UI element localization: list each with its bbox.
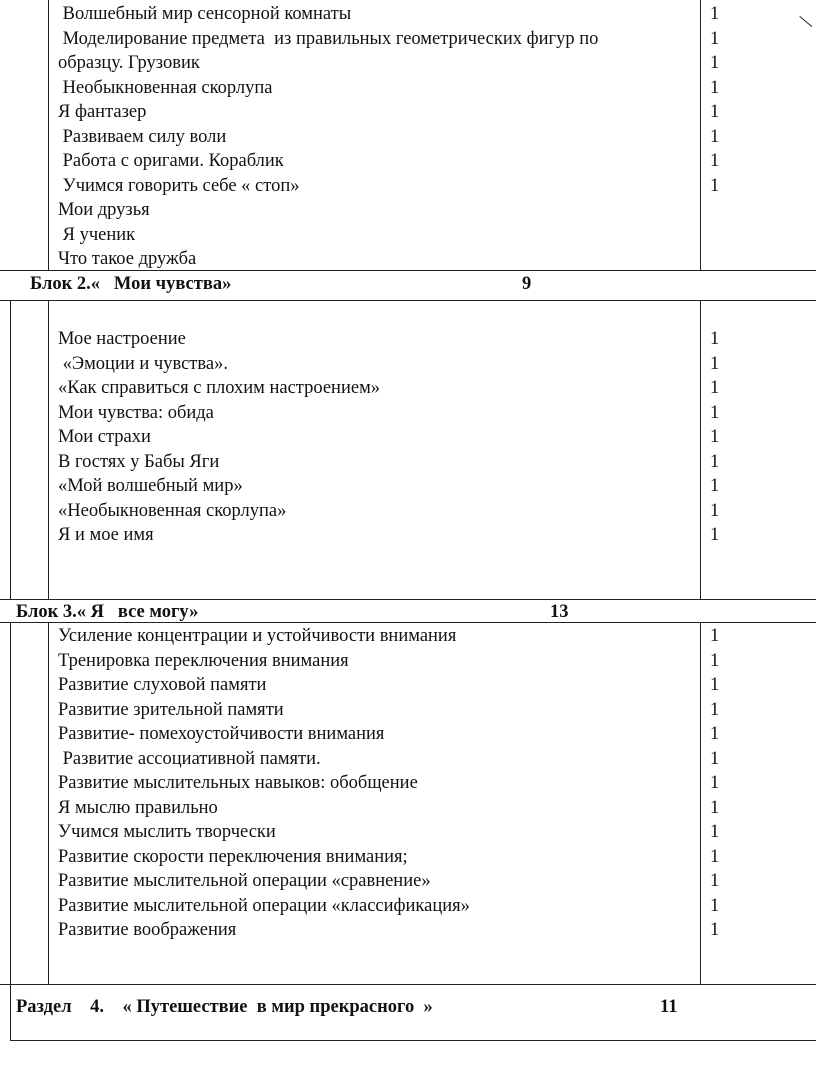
hours-count: 1 xyxy=(710,378,720,398)
table-vertical-line xyxy=(10,300,11,600)
hours-count: 1 xyxy=(710,329,720,349)
hours-count: 1 xyxy=(710,871,720,891)
hours-count: 1 xyxy=(710,748,720,769)
hours-count: 1 xyxy=(710,4,720,24)
list-item: Развитие воображения xyxy=(58,920,237,940)
list-item: Необыкновенная скорлупа xyxy=(58,77,273,98)
list-item: Развитие мыслительной операции «сравнение» xyxy=(58,871,431,891)
list-item: Учимся мыслить творчески xyxy=(58,822,276,842)
table-vertical-line xyxy=(10,984,11,1040)
list-item: Мои друзья xyxy=(58,200,150,220)
hours-count: 1 xyxy=(710,699,720,720)
list-item: Что такое дружба xyxy=(58,249,197,269)
table-vertical-line xyxy=(700,0,701,270)
list-item: Я мыслю правильно xyxy=(58,797,218,818)
hours-count: 1 xyxy=(710,353,720,374)
hours-count: 1 xyxy=(710,500,720,521)
list-item: Усиление концентрации и устойчивости внимания xyxy=(58,626,457,646)
block3-counts xyxy=(710,624,730,943)
hours-count: 1 xyxy=(710,822,720,842)
table-vertical-line xyxy=(10,622,11,984)
block3-total: 13 xyxy=(550,602,569,622)
list-item: Развиваем силу воли xyxy=(58,126,227,147)
hours-count: 1 xyxy=(710,451,720,472)
list-item: Развитие слуховой памяти xyxy=(58,675,267,695)
table-horizontal-line xyxy=(10,1040,816,1041)
list-item: Развитие ассоциативной памяти. xyxy=(58,748,321,769)
hours-count: 1 xyxy=(710,675,720,695)
hours-count: 1 xyxy=(710,920,720,940)
list-item: Учимся говорить себе « стоп» xyxy=(58,175,300,196)
hours-count: 1 xyxy=(710,525,720,545)
list-item: образцу. Грузовик xyxy=(58,53,200,73)
hours-count: 1 xyxy=(710,650,720,671)
list-item: Я и мое имя xyxy=(58,525,154,545)
hours-count: 1 xyxy=(710,28,720,49)
table-horizontal-line xyxy=(0,984,816,985)
block2-title: Блок 2.« Мои чувства» xyxy=(30,274,232,294)
table-vertical-line xyxy=(700,622,701,984)
hours-count: 1 xyxy=(710,724,720,744)
hours-count: 1 xyxy=(710,427,720,447)
section1-counts xyxy=(710,2,730,198)
hours-count: 1 xyxy=(710,402,720,423)
list-item: Тренировка переключения внимания xyxy=(58,650,349,671)
block3-title: Блок 3.« Я все могу» xyxy=(16,602,199,622)
hours-count: 1 xyxy=(710,77,720,98)
list-item: «Мой волшебный мир» xyxy=(58,476,243,496)
block2-total: 9 xyxy=(522,274,532,294)
section4-total: 11 xyxy=(660,997,678,1017)
hours-count: 1 xyxy=(710,773,720,793)
list-item: «Как справиться с плохим настроением» xyxy=(58,378,381,398)
list-item: Развитие- помехоустойчивости внимания xyxy=(58,724,385,744)
block2-items xyxy=(58,327,380,548)
table-corner-mark xyxy=(799,16,812,27)
list-item: Я фантазер xyxy=(58,102,147,122)
hours-count: 1 xyxy=(710,476,720,496)
block3-items xyxy=(58,624,470,943)
section1-items xyxy=(58,2,598,272)
list-item: Развитие зрительной памяти xyxy=(58,699,284,720)
hours-count: 1 xyxy=(710,797,720,818)
table-vertical-line xyxy=(48,622,49,984)
list-item: Волшебный мир сенсорной комнаты xyxy=(58,4,352,24)
hours-count: 1 xyxy=(710,102,720,122)
list-item: Развитие мыслительных навыков: обобщение xyxy=(58,773,418,793)
table-horizontal-line xyxy=(0,300,816,301)
table-vertical-line xyxy=(48,300,49,600)
table-horizontal-line xyxy=(0,599,816,600)
list-item: Мои чувства: обида xyxy=(58,402,214,423)
hours-count: 1 xyxy=(710,895,720,916)
table-vertical-line xyxy=(700,300,701,600)
list-item: Я ученик xyxy=(58,224,136,245)
hours-count: 1 xyxy=(710,175,720,196)
list-item: Развитие мыслительной операции «классификация» xyxy=(58,895,470,916)
hours-count: 1 xyxy=(710,151,720,171)
list-item: В гостях у Бабы Яги xyxy=(58,451,220,472)
hours-count: 1 xyxy=(710,626,720,646)
hours-count: 1 xyxy=(710,53,720,73)
list-item: Развитие скорости переключения внимания; xyxy=(58,846,408,867)
list-item: Моделирование предмета из правильных геометрических фигур по xyxy=(58,28,599,49)
table-vertical-line xyxy=(48,0,49,270)
list-item: Мое настроение xyxy=(58,329,186,349)
list-item: «Эмоции и чувства». xyxy=(58,353,228,374)
block2-counts xyxy=(710,327,730,548)
list-item: Мои страхи xyxy=(58,427,151,447)
hours-count: 1 xyxy=(710,126,720,147)
list-item: «Необыкновенная скорлупа» xyxy=(58,500,287,521)
section4-title: Раздел 4. « Путешествие в мир прекрасного » xyxy=(16,997,433,1017)
list-item: Работа с оригами. Кораблик xyxy=(58,151,284,171)
hours-count: 1 xyxy=(710,846,720,867)
